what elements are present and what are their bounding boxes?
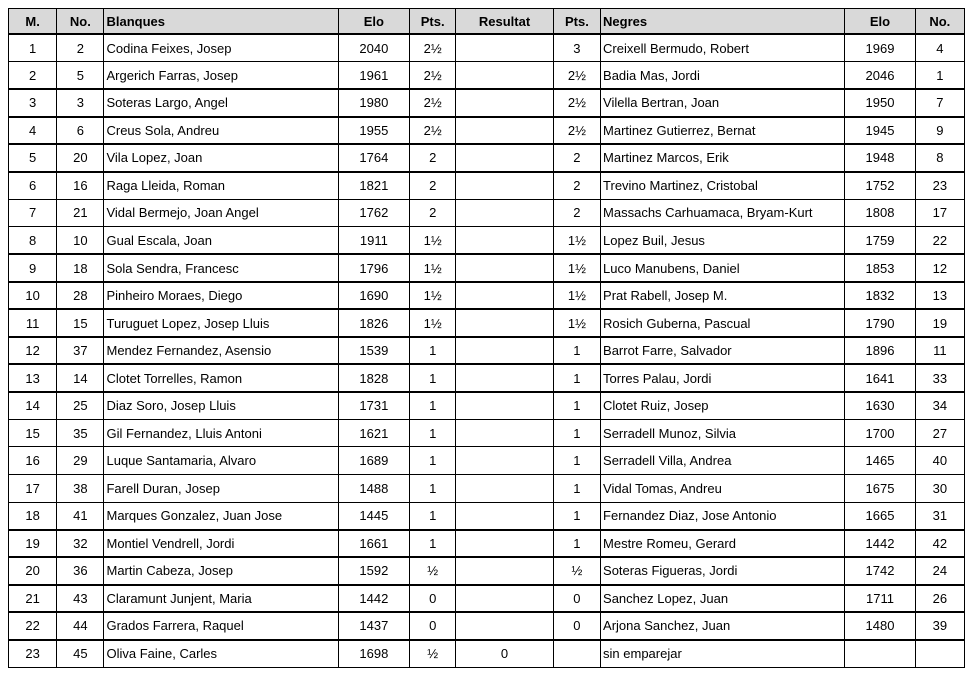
table-row [9,502,965,530]
black-player-cell: Barrot Farre, Salvador [601,337,845,365]
black-player-cell: Sanchez Lopez, Juan [601,585,845,613]
white-player-cell: Creus Sola, Andreu [104,117,338,145]
black-no-cell: 27 [915,419,964,447]
result-cell [456,475,554,503]
black-no-cell: 30 [915,475,964,503]
black-player-cell: Badia Mas, Jordi [601,62,845,90]
result-cell [456,199,554,227]
white-no-cell: 29 [57,447,104,475]
round-cell: 14 [9,392,57,420]
black-player-cell: Fernandez Diaz, Jose Antonio [601,502,845,530]
black-no-cell: 13 [915,282,964,310]
black-pts-cell: ½ [553,557,600,585]
white-no-cell: 41 [57,502,104,530]
result-cell [456,144,554,172]
white-player-cell: Raga Lleida, Roman [104,172,338,200]
black-elo-cell: 1853 [845,254,915,282]
white-player-cell: Marques Gonzalez, Juan Jose [104,502,338,530]
black-pts-cell: 2½ [553,89,600,117]
result-cell [456,557,554,585]
white-elo-cell: 1828 [338,364,409,392]
black-player-cell: Vidal Tomas, Andreu [601,475,845,503]
result-cell [456,282,554,310]
black-elo-cell: 1480 [845,612,915,640]
white-no-cell: 5 [57,62,104,90]
white-player-cell: Sola Sendra, Francesc [104,254,338,282]
result-cell [456,364,554,392]
white-pts-cell: 1 [410,337,456,365]
black-pts-cell: 1½ [553,309,600,337]
black-elo-cell: 1969 [845,34,915,62]
round-cell: 9 [9,254,57,282]
round-cell: 13 [9,364,57,392]
white-pts-cell: 2 [410,172,456,200]
header-row [9,9,965,35]
white-pts-cell: 2½ [410,34,456,62]
white-pts-cell: 0 [410,612,456,640]
white-pts-cell: 1 [410,392,456,420]
black-pts-cell: 2½ [553,117,600,145]
white-elo-cell: 1955 [338,117,409,145]
header-white-elo: Elo [338,9,409,35]
white-elo-cell: 1661 [338,530,409,558]
white-elo-cell: 1690 [338,282,409,310]
black-no-cell: 26 [915,585,964,613]
white-no-cell: 36 [57,557,104,585]
black-elo-cell: 1641 [845,364,915,392]
black-elo-cell: 1896 [845,337,915,365]
black-pts-cell: 1 [553,364,600,392]
header-black-pts: Pts. [553,9,600,35]
round-cell: 2 [9,62,57,90]
white-player-cell: Oliva Faine, Carles [104,640,338,668]
white-pts-cell: ½ [410,557,456,585]
white-pts-cell: 2 [410,144,456,172]
white-pts-cell: 1 [410,447,456,475]
black-elo-cell: 1465 [845,447,915,475]
black-no-cell: 1 [915,62,964,90]
black-elo-cell: 1948 [845,144,915,172]
black-player-cell: Vilella Bertran, Joan [601,89,845,117]
white-player-cell: Gil Fernandez, Lluis Antoni [104,419,338,447]
black-no-cell: 33 [915,364,964,392]
black-player-cell: Soteras Figueras, Jordi [601,557,845,585]
black-pts-cell: 1 [553,530,600,558]
round-cell: 6 [9,172,57,200]
black-elo-cell [845,640,915,668]
black-no-cell: 4 [915,34,964,62]
white-pts-cell: 0 [410,585,456,613]
black-pts-cell: 1 [553,447,600,475]
black-pts-cell: 1 [553,475,600,503]
white-pts-cell: 1 [410,502,456,530]
black-player-cell: Serradell Munoz, Silvia [601,419,845,447]
black-no-cell: 7 [915,89,964,117]
white-no-cell: 45 [57,640,104,668]
white-player-cell: Mendez Fernandez, Asensio [104,337,338,365]
white-pts-cell: 1½ [410,282,456,310]
black-elo-cell: 1665 [845,502,915,530]
result-cell [456,227,554,255]
result-cell: 0 [456,640,554,668]
white-no-cell: 43 [57,585,104,613]
white-elo-cell: 1980 [338,89,409,117]
black-player-cell: Martinez Marcos, Erik [601,144,845,172]
round-cell: 4 [9,117,57,145]
black-elo-cell: 1832 [845,282,915,310]
result-cell [456,392,554,420]
black-pts-cell: 3 [553,34,600,62]
black-elo-cell: 1442 [845,530,915,558]
white-elo-cell: 1911 [338,227,409,255]
white-pts-cell: 2½ [410,117,456,145]
table-row [9,117,965,145]
black-elo-cell: 1759 [845,227,915,255]
black-elo-cell: 1950 [845,89,915,117]
pairings-body [9,34,965,668]
black-no-cell: 24 [915,557,964,585]
round-cell: 21 [9,585,57,613]
black-no-cell: 39 [915,612,964,640]
table-row [9,199,965,227]
round-cell: 16 [9,447,57,475]
white-elo-cell: 1437 [338,612,409,640]
black-no-cell: 9 [915,117,964,145]
round-cell: 1 [9,34,57,62]
black-player-cell: Mestre Romeu, Gerard [601,530,845,558]
white-no-cell: 3 [57,89,104,117]
black-elo-cell: 1711 [845,585,915,613]
header-result: Resultat [456,9,554,35]
table-row [9,364,965,392]
black-no-cell: 31 [915,502,964,530]
white-no-cell: 25 [57,392,104,420]
white-elo-cell: 1442 [338,585,409,613]
result-cell [456,419,554,447]
white-player-cell: Grados Farrera, Raquel [104,612,338,640]
black-elo-cell: 1790 [845,309,915,337]
black-no-cell: 8 [915,144,964,172]
round-cell: 5 [9,144,57,172]
black-pts-cell: 1 [553,392,600,420]
table-row [9,254,965,282]
white-elo-cell: 1445 [338,502,409,530]
header-black: Negres [601,9,845,35]
white-elo-cell: 1592 [338,557,409,585]
round-cell: 23 [9,640,57,668]
black-pts-cell: 1 [553,419,600,447]
table-row [9,392,965,420]
round-cell: 3 [9,89,57,117]
black-pts-cell: 0 [553,612,600,640]
header-white-no: No. [57,9,104,35]
white-no-cell: 44 [57,612,104,640]
black-no-cell: 34 [915,392,964,420]
table-row [9,337,965,365]
black-player-cell: Martinez Gutierrez, Bernat [601,117,845,145]
white-player-cell: Vidal Bermejo, Joan Angel [104,199,338,227]
black-elo-cell: 1945 [845,117,915,145]
white-pts-cell: 1 [410,530,456,558]
result-cell [456,34,554,62]
white-no-cell: 10 [57,227,104,255]
white-elo-cell: 1826 [338,309,409,337]
black-elo-cell: 1630 [845,392,915,420]
table-row [9,585,965,613]
white-no-cell: 21 [57,199,104,227]
black-pts-cell: 2 [553,172,600,200]
table-row [9,557,965,585]
black-no-cell: 11 [915,337,964,365]
black-pts-cell: 1 [553,337,600,365]
white-no-cell: 37 [57,337,104,365]
table-row [9,34,965,62]
white-player-cell: Soteras Largo, Angel [104,89,338,117]
black-elo-cell: 2046 [845,62,915,90]
header-black-no: No. [915,9,964,35]
white-elo-cell: 1539 [338,337,409,365]
white-player-cell: Martin Cabeza, Josep [104,557,338,585]
white-no-cell: 35 [57,419,104,447]
table-row [9,227,965,255]
table-row [9,309,965,337]
black-no-cell [915,640,964,668]
black-elo-cell: 1742 [845,557,915,585]
black-elo-cell: 1752 [845,172,915,200]
black-pts-cell: 2 [553,199,600,227]
result-cell [456,447,554,475]
result-cell [456,530,554,558]
result-cell [456,612,554,640]
black-pts-cell: 2½ [553,62,600,90]
white-pts-cell: 2 [410,199,456,227]
table-row [9,419,965,447]
black-no-cell: 12 [915,254,964,282]
round-cell: 8 [9,227,57,255]
round-cell: 20 [9,557,57,585]
black-player-cell: Creixell Bermudo, Robert [601,34,845,62]
result-cell [456,62,554,90]
black-player-cell: Trevino Martinez, Cristobal [601,172,845,200]
white-player-cell: Claramunt Junjent, Maria [104,585,338,613]
white-pts-cell: 1 [410,419,456,447]
header-white-pts: Pts. [410,9,456,35]
white-pts-cell: 1 [410,364,456,392]
white-elo-cell: 2040 [338,34,409,62]
black-pts-cell: 1½ [553,254,600,282]
result-cell [456,254,554,282]
result-cell [456,172,554,200]
table-row [9,612,965,640]
table-row [9,89,965,117]
black-pts-cell: 1½ [553,227,600,255]
white-player-cell: Argerich Farras, Josep [104,62,338,90]
table-row [9,62,965,90]
white-no-cell: 6 [57,117,104,145]
white-pts-cell: ½ [410,640,456,668]
black-elo-cell: 1808 [845,199,915,227]
round-cell: 22 [9,612,57,640]
result-cell [456,117,554,145]
white-pts-cell: 1½ [410,309,456,337]
black-elo-cell: 1700 [845,419,915,447]
white-elo-cell: 1796 [338,254,409,282]
black-player-cell: Arjona Sanchez, Juan [601,612,845,640]
table-row [9,475,965,503]
table-row [9,447,965,475]
black-no-cell: 17 [915,199,964,227]
black-pts-cell: 2 [553,144,600,172]
black-player-cell: Prat Rabell, Josep M. [601,282,845,310]
white-no-cell: 32 [57,530,104,558]
black-player-cell: Torres Palau, Jordi [601,364,845,392]
white-elo-cell: 1689 [338,447,409,475]
white-no-cell: 20 [57,144,104,172]
round-cell: 17 [9,475,57,503]
white-player-cell: Farell Duran, Josep [104,475,338,503]
white-player-cell: Montiel Vendrell, Jordi [104,530,338,558]
white-elo-cell: 1698 [338,640,409,668]
white-player-cell: Diaz Soro, Josep Lluis [104,392,338,420]
black-player-cell: Rosich Guberna, Pascual [601,309,845,337]
result-cell [456,309,554,337]
white-player-cell: Luque Santamaria, Alvaro [104,447,338,475]
black-pts-cell [553,640,600,668]
header-round: M. [9,9,57,35]
white-pts-cell: 1½ [410,254,456,282]
round-cell: 15 [9,419,57,447]
black-no-cell: 23 [915,172,964,200]
table-row [9,282,965,310]
white-no-cell: 18 [57,254,104,282]
result-cell [456,337,554,365]
white-no-cell: 15 [57,309,104,337]
white-elo-cell: 1762 [338,199,409,227]
white-elo-cell: 1621 [338,419,409,447]
round-cell: 10 [9,282,57,310]
black-player-cell: Serradell Villa, Andrea [601,447,845,475]
black-pts-cell: 1½ [553,282,600,310]
black-player-cell: Luco Manubens, Daniel [601,254,845,282]
black-player-cell: Massachs Carhuamaca, Bryam-Kurt [601,199,845,227]
white-pts-cell: 1½ [410,227,456,255]
table-row [9,172,965,200]
round-cell: 18 [9,502,57,530]
white-elo-cell: 1764 [338,144,409,172]
white-elo-cell: 1961 [338,62,409,90]
white-no-cell: 2 [57,34,104,62]
white-player-cell: Gual Escala, Joan [104,227,338,255]
black-player-cell: Clotet Ruiz, Josep [601,392,845,420]
white-player-cell: Turuguet Lopez, Josep Lluis [104,309,338,337]
white-pts-cell: 1 [410,475,456,503]
white-elo-cell: 1488 [338,475,409,503]
round-cell: 12 [9,337,57,365]
table-row [9,144,965,172]
round-cell: 7 [9,199,57,227]
header-black-elo: Elo [845,9,915,35]
white-elo-cell: 1731 [338,392,409,420]
black-no-cell: 19 [915,309,964,337]
result-cell [456,502,554,530]
white-player-cell: Codina Feixes, Josep [104,34,338,62]
table-row [9,530,965,558]
black-pts-cell: 0 [553,585,600,613]
header-white: Blanques [104,9,338,35]
table-row [9,640,965,668]
black-no-cell: 42 [915,530,964,558]
black-no-cell: 22 [915,227,964,255]
black-pts-cell: 1 [553,502,600,530]
black-player-cell: sin emparejar [601,640,845,668]
result-cell [456,585,554,613]
white-player-cell: Vila Lopez, Joan [104,144,338,172]
white-pts-cell: 2½ [410,62,456,90]
white-no-cell: 16 [57,172,104,200]
white-no-cell: 38 [57,475,104,503]
white-player-cell: Clotet Torrelles, Ramon [104,364,338,392]
white-player-cell: Pinheiro Moraes, Diego [104,282,338,310]
white-elo-cell: 1821 [338,172,409,200]
black-no-cell: 40 [915,447,964,475]
black-player-cell: Lopez Buil, Jesus [601,227,845,255]
round-cell: 11 [9,309,57,337]
result-cell [456,89,554,117]
white-pts-cell: 2½ [410,89,456,117]
pairings-table [8,8,965,668]
white-no-cell: 14 [57,364,104,392]
black-elo-cell: 1675 [845,475,915,503]
round-cell: 19 [9,530,57,558]
white-no-cell: 28 [57,282,104,310]
